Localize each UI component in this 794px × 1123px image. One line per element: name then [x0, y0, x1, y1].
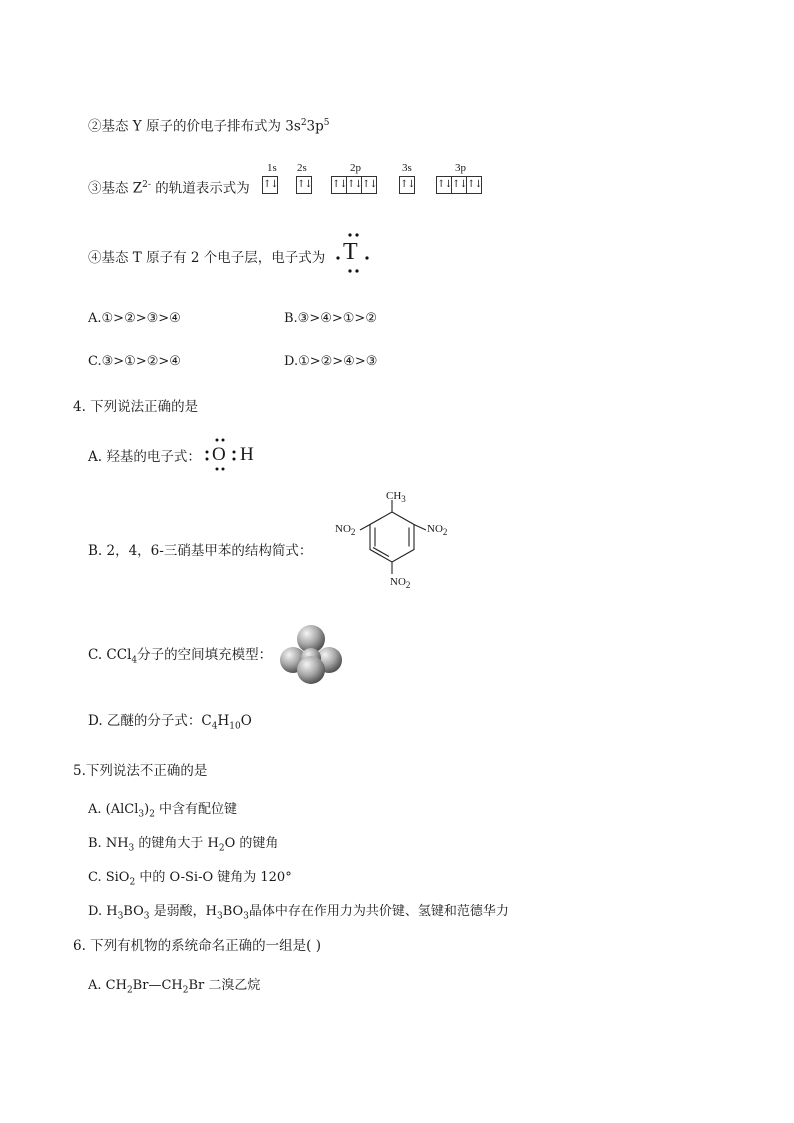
q3-option-a[interactable]: A.①>②>③>④ [88, 311, 181, 326]
orbital-boxes-2s: ↑↓ [296, 176, 312, 194]
q4-stem: 4. 下列说法正确的是 [73, 399, 199, 415]
orbital-label-2p: 2p [350, 162, 361, 174]
q4-option-a[interactable]: A. 羟基的电子式： [88, 449, 201, 465]
q3-option-c[interactable]: C.③>①>②>④ [88, 354, 181, 369]
q5-option-d[interactable]: D. $H_3BO_3$ 是弱酸，$H_3BO_3$晶体中存在作用力为共价键、氢键和范德华力 [88, 904, 509, 922]
orbital-boxes-3p: ↑↓ ↑↓ ↑↓ [436, 176, 482, 194]
q3-option-b[interactable]: B.③>④>①>② [284, 311, 377, 326]
q3-item2: ②基态 Y 原子的价电子排布式为 $3s^23p^5$ [88, 118, 330, 135]
q5-stem: 5.下列说法不正确的是 [73, 763, 208, 779]
electron-dots [330, 230, 380, 276]
ccl4-space-filling-model [278, 622, 344, 686]
orbital-label-3p: 3p [455, 162, 466, 174]
orbital-boxes-2p: ↑↓ ↑↓ ↑↓ [331, 176, 377, 194]
q3-option-d[interactable]: D.①>②>④>③ [284, 354, 378, 369]
q5-option-c[interactable]: C. SiO$_2$ 中的 O-Si-O 键角为 120° [88, 870, 292, 888]
q3-item4: ④基态 T 原子有 2 个电子层，电子式为 [88, 250, 326, 266]
orbital-boxes-3s: ↑↓ [399, 176, 415, 194]
orbital-label-2s: 2s [297, 162, 307, 174]
hydroxyl-dots [200, 436, 240, 474]
orbital-label-1s: 1s [267, 162, 277, 174]
q5-option-a[interactable]: A. $(AlCl_3)_2$ 中含有配位键 [88, 802, 238, 820]
q6-stem: 6. 下列有机物的系统命名正确的一组是( ) [73, 938, 321, 954]
orbital-label-3s: 3s [402, 162, 412, 174]
orbital-boxes-1s: ↑↓ [262, 176, 278, 194]
q4-option-d[interactable]: D. 乙醚的分子式：$C_4H_{10}O$ [88, 713, 252, 732]
q5-option-b[interactable]: B. $NH_3$ 的键角大于 $H_2O$ 的键角 [88, 836, 279, 854]
q4-option-c[interactable]: C. CCl$_4$分子的空间填充模型： [88, 647, 273, 666]
q6-option-a[interactable]: A. $CH_2Br—CH_2Br$ 二溴乙烷 [88, 978, 261, 996]
q3-item3: ③基态 $Z^{2-}$ 的轨道表示式为 [88, 180, 250, 197]
q4-option-b[interactable]: B. 2，4，6-三硝基甲苯的结构简式： [88, 543, 313, 559]
